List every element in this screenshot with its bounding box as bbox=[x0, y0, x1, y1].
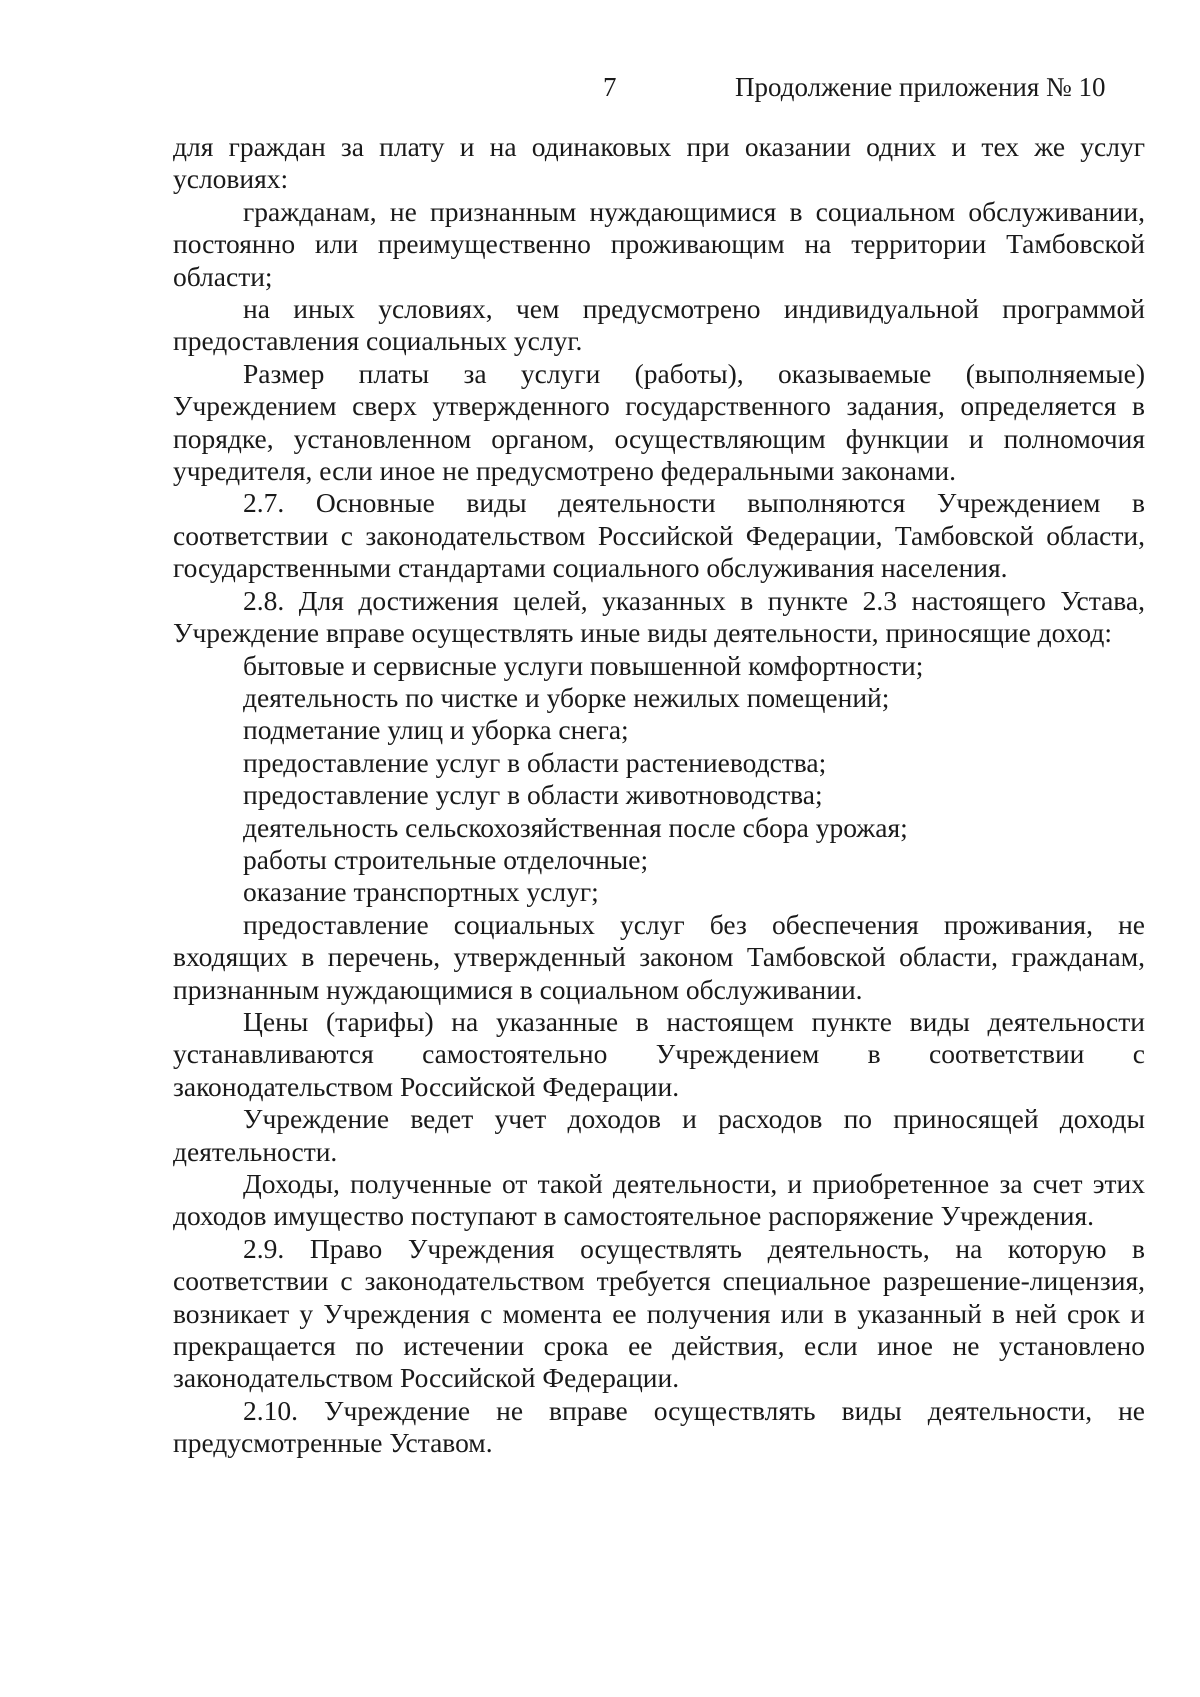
paragraph: на иных условиях, чем предусмотрено индивидуальной программой предоставления социальных услуг. bbox=[173, 293, 1145, 357]
list-item: предоставление социальных услуг без обеспечения проживания, не входящих в перечень, утвержденный законом Тамбовской области, гражданам, признанным нуждающимися в социальном обслуживании. bbox=[173, 908, 1145, 1005]
page-number: 7 bbox=[603, 72, 617, 102]
list-item: деятельность сельскохозяйственная после сбора урожая; bbox=[243, 811, 908, 843]
list-item: деятельность по чистке и уборке нежилых помещений; bbox=[243, 681, 890, 713]
paragraph: Доходы, полученные от такой деятельности, и приобретенное за счет этих доходов имущество поступают в самостоятельное распоряжение Учреждения. bbox=[173, 1168, 1145, 1232]
list-item: подметание улиц и уборка снега; bbox=[243, 714, 629, 746]
paragraph: Цены (тарифы) на указанные в настоящем пункте виды деятельности устанавливаются самостоятельно Учреждением в соответствии с законодательством Российской Федерации. bbox=[173, 1005, 1145, 1102]
paragraph: 2.8. Для достижения целей, указанных в пункте 2.3 настоящего Устава, Учреждение вправе осуществлять иные виды деятельности, приносящие доход: bbox=[173, 584, 1145, 649]
paragraph: Размер платы за услуги (работы), оказываемые (выполняемые) Учреждением сверх утвержденного государственного задания, определяется в порядке, установленном органом, осуществляющим функции и полномочия учредителя, если иное не предусмотрено федеральными законами. bbox=[173, 357, 1145, 487]
list-item: работы строительные отделочные; bbox=[243, 843, 649, 875]
paragraph: 2.10. Учреждение не вправе осуществлять виды деятельности, не предусмотренные Уставом. bbox=[173, 1394, 1145, 1459]
appendix-continuation-note: Продолжение приложения № 10 bbox=[735, 72, 1106, 102]
document-body bbox=[173, 131, 1145, 1460]
list-item: бытовые и сервисные услуги повышенной комфортности; bbox=[243, 649, 924, 681]
paragraph: 2.9. Право Учреждения осуществлять деятельность, на которую в соответствии с законодательством требуется специальное разрешение-лицензия, возникает у Учреждения с момента ее получения или в указанный в ней срок и прекращается по истечении срока ее действия, если иное не установлено законодательством Российской Федерации. bbox=[173, 1232, 1145, 1394]
list-item: предоставление услуг в области растениеводства; bbox=[243, 746, 827, 778]
list-item: предоставление услуг в области животноводства; bbox=[243, 779, 823, 811]
paragraph: гражданам, не признанным нуждающимися в социальном обслуживании, постоянно или преимущественно проживающим на территории Тамбовской области; bbox=[173, 195, 1145, 292]
paragraph: для граждан за плату и на одинаковых при оказании одних и тех же услуг условиях: bbox=[173, 131, 1145, 195]
paragraph: Учреждение ведет учет доходов и расходов по приносящей доходы деятельности. bbox=[173, 1103, 1145, 1167]
list-item: оказание транспортных услуг; bbox=[243, 876, 599, 908]
paragraph: 2.7. Основные виды деятельности выполняются Учреждением в соответствии с законодательством Российской Федерации, Тамбовской области, государственными стандартами социального обслуживания населения. bbox=[173, 487, 1145, 584]
